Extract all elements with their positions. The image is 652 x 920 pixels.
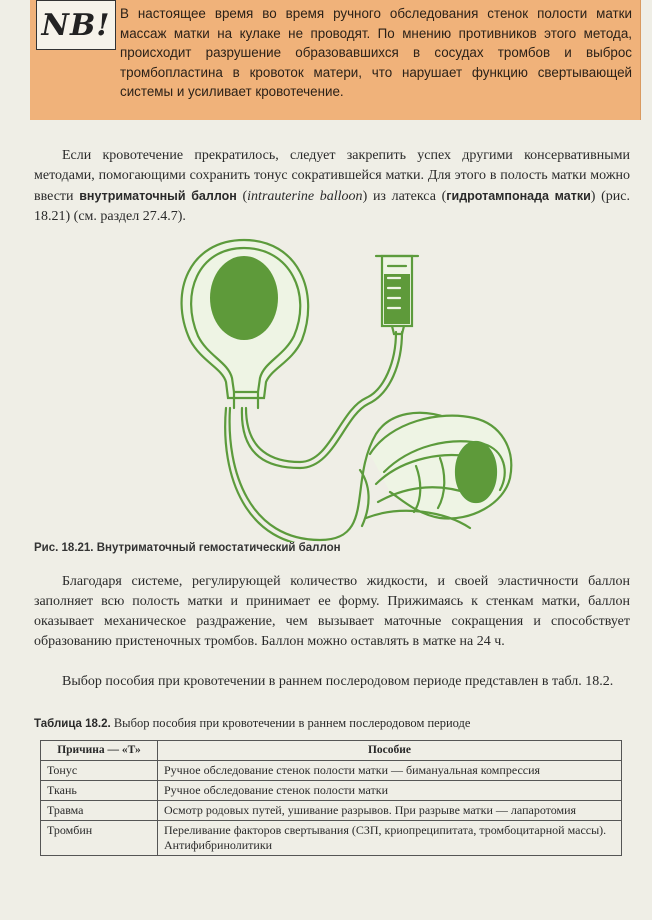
table-title — [34, 716, 470, 731]
nb-callout-text: В настоящее время во время ручного обследования стенок полости матки массаж матки на кулаке не проводят. По мнению противников этого метода, происходит разрушение образовавшихся в сосудах тромбов и выброс тромбопластина в кровоток матери, что нарушает функцию свертывающей системы и усиливает кровотечение. — [120, 6, 632, 99]
table-title-text: Выбор пособия при кровотечении в раннем послеродовом периоде — [110, 716, 471, 730]
table-cell-cause: Травма — [41, 801, 158, 821]
term-balloon: внутриматочный баллон — [79, 189, 237, 203]
table-title-label: Таблица 18.2. — [34, 718, 111, 730]
table-cell-cause: Тромбин — [41, 821, 158, 856]
balloon-fill — [210, 256, 278, 340]
table-header-row — [41, 741, 622, 761]
paragraph-balloon-mechanism: Благодаря системе, регулирующей количество жидкости, и своей эластичности баллон заполняет всю полость матки и принимает ее форму. Прижимаясь к стенкам матки, баллон оказывает механическое раздражение, чем вызывает маточные сокращения и способствует образованию пристеночных тромбов. Баллон можно оставлять в матке на 24 ч. — [34, 574, 630, 649]
term-english: intrauterine balloon — [247, 189, 363, 204]
text-run: ( — [236, 189, 248, 204]
term-hydrotamponade: гидротампонада матки — [446, 189, 591, 203]
table-cell-treatment: Переливание факторов свертывания (СЗП, криопреципитата, тромбоцитарной массы). Антифибринолитики — [158, 821, 622, 856]
table-cell-treatment: Ручное обследование стенок полости матки — [158, 781, 622, 801]
table-row — [41, 761, 622, 781]
table-cell-treatment: Ручное обследование стенок полости матки — бимануальная компрессия — [158, 761, 622, 781]
table-cell-treatment: Осмотр родовых путей, ушивание разрывов. При разрыве матки — лапаротомия — [158, 801, 622, 821]
uterus-balloon — [456, 442, 496, 502]
text-run: ) (рис. 18.21) (см. раздел 27.4.7). — [34, 189, 631, 224]
figure-caption: Рис. 18.21. Внутриматочный гемостатический баллон — [34, 542, 341, 554]
nb-callout — [30, 0, 641, 120]
table-header-cause: Причина — «Т» — [41, 741, 158, 761]
table-row — [41, 801, 622, 821]
treatment-table — [40, 740, 622, 856]
text-run: Если кровотечение прекратилось, следует закрепить успех другими консервативными методами, помогающими сохранить тонус сократившейся матки. Для этого в полость матки можно ввести — [34, 148, 630, 204]
table-header-treatment: Пособие — [158, 741, 622, 761]
table-cell-cause: Ткань — [41, 781, 158, 801]
table-row — [41, 821, 622, 856]
syringe-tip — [392, 326, 404, 334]
balloon-illustration — [170, 222, 520, 542]
paragraph-table-reference: Выбор пособия при кровотечении в раннем послеродовом периоде представлен в табл. 18.2. — [62, 674, 614, 689]
text-run: ) из латекса ( — [362, 189, 447, 204]
table-row — [41, 781, 622, 801]
table-cell-cause: Тонус — [41, 761, 158, 781]
paragraph-balloon-intro — [34, 146, 630, 227]
tube-lower-2 — [225, 408, 320, 542]
nb-logo: NB! — [36, 0, 116, 50]
